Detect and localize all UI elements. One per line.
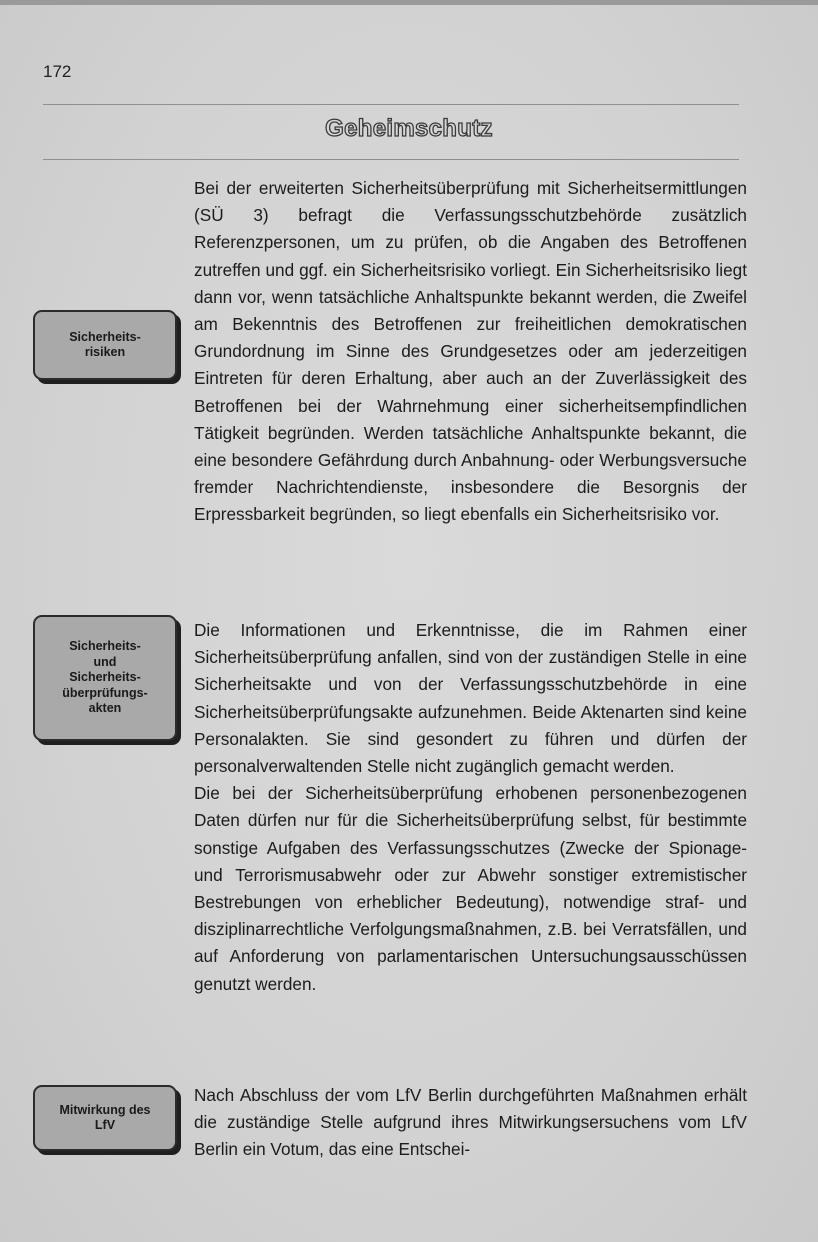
sidenote-label: Sicherheits- risiken [69, 329, 141, 359]
header-rule-bottom [43, 159, 739, 160]
paragraph-text: Die Informationen und Erkenntnisse, die im Rahmen einer Sicherheitsüberprüfung anfallen, sind von der zuständigen Stelle in eine Sicherheitsakte und von der Verfassungsschutzbehörde in eine Sicherheitsüberprüfungsakte aufzunehmen. Beide Aktenarten sind keine Personalakten. Sie sind gesondert zu führen und dürfen der personalverwaltenden Stelle nicht zugänglich gemacht werden. [194, 620, 747, 777]
sidenote-label: Sicherheits- und Sicherheits- überprüfungs- akten [62, 639, 148, 716]
section-title: Geheimschutz [325, 115, 493, 142]
sidenote-sicherheitsakten [33, 615, 177, 741]
paragraph-text: Nach Abschluss der vom LfV Berlin durchgeführten Maßnahmen erhält die zuständige Stelle aufgrund ihres Mitwirkungsersuchens vom LfV Berlin ein Votum, das eine Entschei- [194, 1085, 747, 1160]
paragraph-text: Die bei der Sicherheitsüberprüfung erhobenen personenbezogenen Daten dürfen nur für die Sicherheitsüberprüfung selbst, für bestimmte sonstige Aufgaben des Verfassungsschutzes (Zwecke der Spionage- und Terrorismusabwehr oder zur Abwehr sonstiger extremistischer Bestrebungen von erheblicher Bedeutung), notwendige straf- und disziplinarrechtliche Verfolgungsmaßnahmen, z.B. bei Verratsfällen, und auf Anforderung von parlamentarischen Untersuchungsausschüssen genutzt werden. [194, 783, 747, 994]
paragraph-akten [194, 617, 747, 998]
header-rule-top [43, 104, 739, 105]
sidenote-label: Mitwirkung des LfV [59, 1102, 151, 1132]
page-top-edge [0, 0, 818, 5]
sidenote-sicherheitsrisiken [33, 310, 177, 380]
sidenote-mitwirkung-lfv [33, 1085, 177, 1151]
page-number: 172 [43, 62, 72, 81]
paragraph-sicherheitsrisiko [194, 175, 747, 529]
paragraph-mitwirkung [194, 1082, 747, 1164]
paragraph-text: Bei der erweiterten Sicherheitsüberprüfung mit Sicherheitsermittlungen (SÜ 3) befragt die Verfassungsschutzbehörde zusätzlich Referenzpersonen, um zu prüfen, ob die Angaben des Betroffenen zutreffen und ggf. ein Sicherheitsrisiko vorliegt. Ein Sicherheitsrisiko liegt dann vor, wenn tatsächliche Anhaltspunkte bekannt werden, die Zweifel am Bekenntnis des Betroffenen zur freiheitlichen demokratischen Grundordnung im Sinne des Grundgesetzes oder am jederzeitigen Eintreten für deren Erhaltung, aber auch an der Zuverlässigkeit des Betroffenen bei der Wahrnehmung einer sicherheitsempfindlichen Tätigkeit begründen. Werden tatsächliche Anhaltspunkte bekannt, die eine besondere Gefährdung durch Anbahnung- oder Werbungsversuche fremder Nachrichtendienste, insbesondere die Besorgnis der Erpressbarkeit begründen, so liegt ebenfalls ein Sicherheitsrisiko vor. [194, 178, 747, 525]
